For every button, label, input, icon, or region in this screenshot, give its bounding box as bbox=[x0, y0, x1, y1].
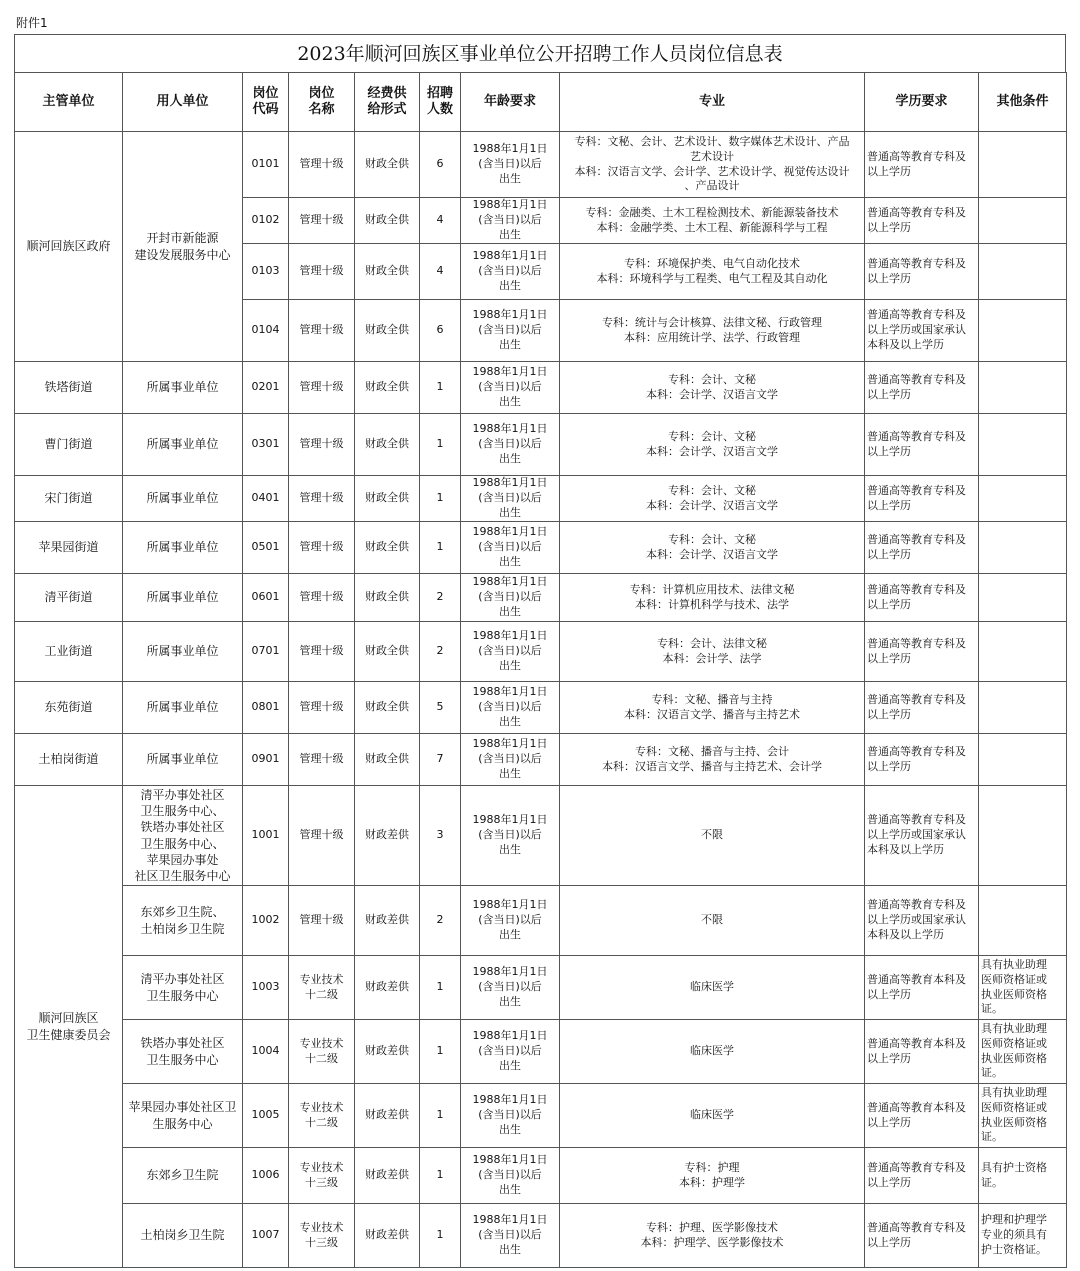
table-row bbox=[15, 132, 1067, 198]
header-other: 其他条件 bbox=[979, 73, 1067, 132]
funding-cell: 财政全供 bbox=[355, 734, 420, 786]
employer-cell: 所属事业单位 bbox=[123, 362, 243, 414]
major-cell: 临床医学 bbox=[560, 1084, 865, 1148]
education-cell: 普通高等教育专科及 以上学历 bbox=[865, 1204, 979, 1268]
page-title: 2023年顺河回族区事业单位公开招聘工作人员岗位信息表 bbox=[14, 34, 1066, 72]
table-row bbox=[15, 1204, 1067, 1268]
header-row bbox=[15, 73, 1067, 132]
education-cell: 普通高等教育专科及 以上学历 bbox=[865, 198, 979, 244]
major-cell: 专科：护理、医学影像技术 本科：护理学、医学影像技术 bbox=[560, 1204, 865, 1268]
other-cell bbox=[979, 682, 1067, 734]
code-cell: 1004 bbox=[243, 1020, 289, 1084]
employer-cell: 所属事业单位 bbox=[123, 622, 243, 682]
count-cell: 5 bbox=[420, 682, 461, 734]
education-cell: 普通高等教育专科及 以上学历 bbox=[865, 622, 979, 682]
code-cell: 0901 bbox=[243, 734, 289, 786]
education-cell: 普通高等教育专科及 以上学历 bbox=[865, 244, 979, 300]
funding-cell: 财政全供 bbox=[355, 132, 420, 198]
age-cell: 1988年1月1日 (含当日)以后 出生 bbox=[461, 734, 560, 786]
table-row bbox=[15, 622, 1067, 682]
count-cell: 2 bbox=[420, 574, 461, 622]
employer-cell: 铁塔办事处社区 卫生服务中心 bbox=[123, 1020, 243, 1084]
position-cell: 管理十级 bbox=[289, 362, 355, 414]
count-cell: 2 bbox=[420, 886, 461, 956]
major-cell: 专科：统计与会计核算、法律文秘、行政管理 本科：应用统计学、法学、行政管理 bbox=[560, 300, 865, 362]
header-authority: 主管单位 bbox=[15, 73, 123, 132]
employer-cell: 所属事业单位 bbox=[123, 574, 243, 622]
other-cell bbox=[979, 522, 1067, 574]
table-row bbox=[15, 956, 1067, 1020]
code-cell: 1003 bbox=[243, 956, 289, 1020]
table-row bbox=[15, 362, 1067, 414]
position-cell: 专业技术 十二级 bbox=[289, 1020, 355, 1084]
table-body bbox=[15, 132, 1067, 1268]
code-cell: 1007 bbox=[243, 1204, 289, 1268]
employer-cell: 所属事业单位 bbox=[123, 682, 243, 734]
authority-cell: 顺河回族区 卫生健康委员会 bbox=[15, 786, 123, 1268]
education-cell: 普通高等教育专科及 以上学历 bbox=[865, 522, 979, 574]
table-row bbox=[15, 734, 1067, 786]
code-cell: 1002 bbox=[243, 886, 289, 956]
age-cell: 1988年1月1日 (含当日)以后 出生 bbox=[461, 682, 560, 734]
funding-cell: 财政差供 bbox=[355, 786, 420, 886]
age-cell: 1988年1月1日 (含当日)以后 出生 bbox=[461, 1084, 560, 1148]
major-cell: 专科：金融类、土木工程检测技术、新能源装备技术 本科：金融学类、土木工程、新能源科学与工程 bbox=[560, 198, 865, 244]
other-cell: 具有护士资格 证。 bbox=[979, 1148, 1067, 1204]
age-cell: 1988年1月1日 (含当日)以后 出生 bbox=[461, 362, 560, 414]
position-cell: 管理十级 bbox=[289, 522, 355, 574]
education-cell: 普通高等教育专科及 以上学历 bbox=[865, 132, 979, 198]
major-cell: 专科：会计、文秘 本科：会计学、汉语言文学 bbox=[560, 522, 865, 574]
authority-cell: 宋门街道 bbox=[15, 476, 123, 522]
code-cell: 0601 bbox=[243, 574, 289, 622]
education-cell: 普通高等教育专科及 以上学历 bbox=[865, 574, 979, 622]
authority-cell: 清平街道 bbox=[15, 574, 123, 622]
funding-cell: 财政全供 bbox=[355, 574, 420, 622]
other-cell: 护理和护理学 专业的须具有 护士资格证。 bbox=[979, 1204, 1067, 1268]
age-cell: 1988年1月1日 (含当日)以后 出生 bbox=[461, 1148, 560, 1204]
major-cell: 不限 bbox=[560, 886, 865, 956]
position-cell: 管理十级 bbox=[289, 574, 355, 622]
age-cell: 1988年1月1日 (含当日)以后 出生 bbox=[461, 1020, 560, 1084]
other-cell bbox=[979, 414, 1067, 476]
table-row bbox=[15, 522, 1067, 574]
education-cell: 普通高等教育专科及 以上学历 bbox=[865, 1148, 979, 1204]
count-cell: 1 bbox=[420, 1148, 461, 1204]
position-cell: 管理十级 bbox=[289, 622, 355, 682]
count-cell: 4 bbox=[420, 244, 461, 300]
header-major: 专业 bbox=[560, 73, 865, 132]
count-cell: 4 bbox=[420, 198, 461, 244]
code-cell: 0801 bbox=[243, 682, 289, 734]
code-cell: 1001 bbox=[243, 786, 289, 886]
age-cell: 1988年1月1日 (含当日)以后 出生 bbox=[461, 414, 560, 476]
age-cell: 1988年1月1日 (含当日)以后 出生 bbox=[461, 786, 560, 886]
position-cell: 专业技术 十三级 bbox=[289, 1204, 355, 1268]
funding-cell: 财政全供 bbox=[355, 300, 420, 362]
age-cell: 1988年1月1日 (含当日)以后 出生 bbox=[461, 522, 560, 574]
position-cell: 管理十级 bbox=[289, 244, 355, 300]
age-cell: 1988年1月1日 (含当日)以后 出生 bbox=[461, 622, 560, 682]
count-cell: 1 bbox=[420, 1020, 461, 1084]
authority-cell: 顺河回族区政府 bbox=[15, 132, 123, 362]
code-cell: 0103 bbox=[243, 244, 289, 300]
code-cell: 0102 bbox=[243, 198, 289, 244]
count-cell: 2 bbox=[420, 622, 461, 682]
code-cell: 0101 bbox=[243, 132, 289, 198]
major-cell: 临床医学 bbox=[560, 956, 865, 1020]
positions-table bbox=[14, 72, 1067, 1268]
employer-cell: 所属事业单位 bbox=[123, 476, 243, 522]
authority-cell: 东苑街道 bbox=[15, 682, 123, 734]
major-cell: 专科：计算机应用技术、法律文秘 本科：计算机科学与技术、法学 bbox=[560, 574, 865, 622]
major-cell: 专科：会计、法律文秘 本科：会计学、法学 bbox=[560, 622, 865, 682]
funding-cell: 财政差供 bbox=[355, 1020, 420, 1084]
header-employer: 用人单位 bbox=[123, 73, 243, 132]
education-cell: 普通高等教育本科及 以上学历 bbox=[865, 1020, 979, 1084]
code-cell: 0701 bbox=[243, 622, 289, 682]
major-cell: 专科：会计、文秘 本科：会计学、汉语言文学 bbox=[560, 476, 865, 522]
table-row bbox=[15, 886, 1067, 956]
table-row bbox=[15, 1084, 1067, 1148]
funding-cell: 财政全供 bbox=[355, 362, 420, 414]
employer-cell: 清平办事处社区 卫生服务中心、 铁塔办事处社区 卫生服务中心、 苹果园办事处 社区卫生服务中心 bbox=[123, 786, 243, 886]
funding-cell: 财政全供 bbox=[355, 622, 420, 682]
age-cell: 1988年1月1日 (含当日)以后 出生 bbox=[461, 886, 560, 956]
major-cell: 专科：会计、文秘 本科：会计学、汉语言文学 bbox=[560, 414, 865, 476]
other-cell bbox=[979, 622, 1067, 682]
other-cell bbox=[979, 574, 1067, 622]
other-cell bbox=[979, 734, 1067, 786]
funding-cell: 财政差供 bbox=[355, 956, 420, 1020]
position-cell: 专业技术 十三级 bbox=[289, 1148, 355, 1204]
position-cell: 管理十级 bbox=[289, 300, 355, 362]
count-cell: 6 bbox=[420, 132, 461, 198]
authority-cell: 苹果园街道 bbox=[15, 522, 123, 574]
authority-cell: 铁塔街道 bbox=[15, 362, 123, 414]
education-cell: 普通高等教育本科及 以上学历 bbox=[865, 956, 979, 1020]
education-cell: 普通高等教育专科及 以上学历 bbox=[865, 414, 979, 476]
age-cell: 1988年1月1日 (含当日)以后 出生 bbox=[461, 132, 560, 198]
funding-cell: 财政全供 bbox=[355, 244, 420, 300]
education-cell: 普通高等教育专科及 以上学历或国家承认 本科及以上学历 bbox=[865, 300, 979, 362]
count-cell: 1 bbox=[420, 522, 461, 574]
employer-cell: 所属事业单位 bbox=[123, 522, 243, 574]
table-row bbox=[15, 1148, 1067, 1204]
table-row bbox=[15, 476, 1067, 522]
table-row bbox=[15, 574, 1067, 622]
header-position: 岗位 名称 bbox=[289, 73, 355, 132]
annex-label: 附件1 bbox=[16, 16, 48, 30]
count-cell: 1 bbox=[420, 476, 461, 522]
header-count: 招聘 人数 bbox=[420, 73, 461, 132]
employer-cell: 所属事业单位 bbox=[123, 734, 243, 786]
position-cell: 管理十级 bbox=[289, 132, 355, 198]
code-cell: 0501 bbox=[243, 522, 289, 574]
count-cell: 6 bbox=[420, 300, 461, 362]
major-cell: 专科：护理 本科：护理学 bbox=[560, 1148, 865, 1204]
other-cell bbox=[979, 132, 1067, 198]
position-cell: 管理十级 bbox=[289, 886, 355, 956]
age-cell: 1988年1月1日 (含当日)以后 出生 bbox=[461, 300, 560, 362]
code-cell: 1006 bbox=[243, 1148, 289, 1204]
employer-cell: 清平办事处社区 卫生服务中心 bbox=[123, 956, 243, 1020]
other-cell bbox=[979, 244, 1067, 300]
code-cell: 0104 bbox=[243, 300, 289, 362]
age-cell: 1988年1月1日 (含当日)以后 出生 bbox=[461, 244, 560, 300]
funding-cell: 财政全供 bbox=[355, 198, 420, 244]
major-cell: 不限 bbox=[560, 786, 865, 886]
position-cell: 管理十级 bbox=[289, 734, 355, 786]
other-cell bbox=[979, 198, 1067, 244]
other-cell: 具有执业助理 医师资格证或 执业医师资格 证。 bbox=[979, 1020, 1067, 1084]
education-cell: 普通高等教育专科及 以上学历 bbox=[865, 362, 979, 414]
table-row bbox=[15, 682, 1067, 734]
major-cell: 专科：文秘、播音与主持、会计 本科：汉语言文学、播音与主持艺术、会计学 bbox=[560, 734, 865, 786]
other-cell bbox=[979, 362, 1067, 414]
education-cell: 普通高等教育专科及 以上学历 bbox=[865, 682, 979, 734]
position-cell: 管理十级 bbox=[289, 476, 355, 522]
authority-cell: 土柏岗街道 bbox=[15, 734, 123, 786]
position-cell: 管理十级 bbox=[289, 682, 355, 734]
age-cell: 1988年1月1日 (含当日)以后 出生 bbox=[461, 574, 560, 622]
table-row bbox=[15, 1020, 1067, 1084]
header-code: 岗位 代码 bbox=[243, 73, 289, 132]
funding-cell: 财政差供 bbox=[355, 1148, 420, 1204]
count-cell: 1 bbox=[420, 362, 461, 414]
funding-cell: 财政全供 bbox=[355, 522, 420, 574]
code-cell: 1005 bbox=[243, 1084, 289, 1148]
employer-cell: 东郊乡卫生院 bbox=[123, 1148, 243, 1204]
funding-cell: 财政差供 bbox=[355, 886, 420, 956]
education-cell: 普通高等教育本科及 以上学历 bbox=[865, 1084, 979, 1148]
funding-cell: 财政差供 bbox=[355, 1084, 420, 1148]
age-cell: 1988年1月1日 (含当日)以后 出生 bbox=[461, 198, 560, 244]
employer-cell: 所属事业单位 bbox=[123, 414, 243, 476]
employer-cell: 土柏岗乡卫生院 bbox=[123, 1204, 243, 1268]
header-age: 年龄要求 bbox=[461, 73, 560, 132]
age-cell: 1988年1月1日 (含当日)以后 出生 bbox=[461, 1204, 560, 1268]
major-cell: 专科：会计、文秘 本科：会计学、汉语言文学 bbox=[560, 362, 865, 414]
employer-cell: 苹果园办事处社区卫 生服务中心 bbox=[123, 1084, 243, 1148]
other-cell: 具有执业助理 医师资格证或 执业医师资格 证。 bbox=[979, 1084, 1067, 1148]
employer-cell: 开封市新能源 建设发展服务中心 bbox=[123, 132, 243, 362]
header-funding: 经费供 给形式 bbox=[355, 73, 420, 132]
funding-cell: 财政全供 bbox=[355, 476, 420, 522]
age-cell: 1988年1月1日 (含当日)以后 出生 bbox=[461, 476, 560, 522]
count-cell: 1 bbox=[420, 956, 461, 1020]
authority-cell: 曹门街道 bbox=[15, 414, 123, 476]
age-cell: 1988年1月1日 (含当日)以后 出生 bbox=[461, 956, 560, 1020]
education-cell: 普通高等教育专科及 以上学历或国家承认 本科及以上学历 bbox=[865, 886, 979, 956]
code-cell: 0201 bbox=[243, 362, 289, 414]
count-cell: 1 bbox=[420, 1204, 461, 1268]
other-cell bbox=[979, 476, 1067, 522]
major-cell: 专科：文秘、会计、艺术设计、数字媒体艺术设计、产品 艺术设计 本科：汉语言文学、会计学、艺术设计学、视觉传达设计 、产品设计 bbox=[560, 132, 865, 198]
education-cell: 普通高等教育专科及 以上学历或国家承认 本科及以上学历 bbox=[865, 786, 979, 886]
education-cell: 普通高等教育专科及 以上学历 bbox=[865, 476, 979, 522]
major-cell: 专科：环境保护类、电气自动化技术 本科：环境科学与工程类、电气工程及其自动化 bbox=[560, 244, 865, 300]
employer-cell: 东郊乡卫生院、 土柏岗乡卫生院 bbox=[123, 886, 243, 956]
count-cell: 1 bbox=[420, 1084, 461, 1148]
count-cell: 7 bbox=[420, 734, 461, 786]
funding-cell: 财政差供 bbox=[355, 1204, 420, 1268]
funding-cell: 财政全供 bbox=[355, 682, 420, 734]
major-cell: 专科：文秘、播音与主持 本科：汉语言文学、播音与主持艺术 bbox=[560, 682, 865, 734]
count-cell: 1 bbox=[420, 414, 461, 476]
header-education: 学历要求 bbox=[865, 73, 979, 132]
position-cell: 管理十级 bbox=[289, 198, 355, 244]
count-cell: 3 bbox=[420, 786, 461, 886]
position-cell: 管理十级 bbox=[289, 414, 355, 476]
education-cell: 普通高等教育专科及 以上学历 bbox=[865, 734, 979, 786]
authority-cell: 工业街道 bbox=[15, 622, 123, 682]
funding-cell: 财政全供 bbox=[355, 414, 420, 476]
code-cell: 0401 bbox=[243, 476, 289, 522]
other-cell: 具有执业助理 医师资格证或 执业医师资格 证。 bbox=[979, 956, 1067, 1020]
position-cell: 管理十级 bbox=[289, 786, 355, 886]
position-cell: 专业技术 十二级 bbox=[289, 956, 355, 1020]
other-cell bbox=[979, 300, 1067, 362]
position-cell: 专业技术 十二级 bbox=[289, 1084, 355, 1148]
table-row bbox=[15, 786, 1067, 886]
table-row bbox=[15, 414, 1067, 476]
other-cell bbox=[979, 886, 1067, 956]
code-cell: 0301 bbox=[243, 414, 289, 476]
other-cell bbox=[979, 786, 1067, 886]
major-cell: 临床医学 bbox=[560, 1020, 865, 1084]
